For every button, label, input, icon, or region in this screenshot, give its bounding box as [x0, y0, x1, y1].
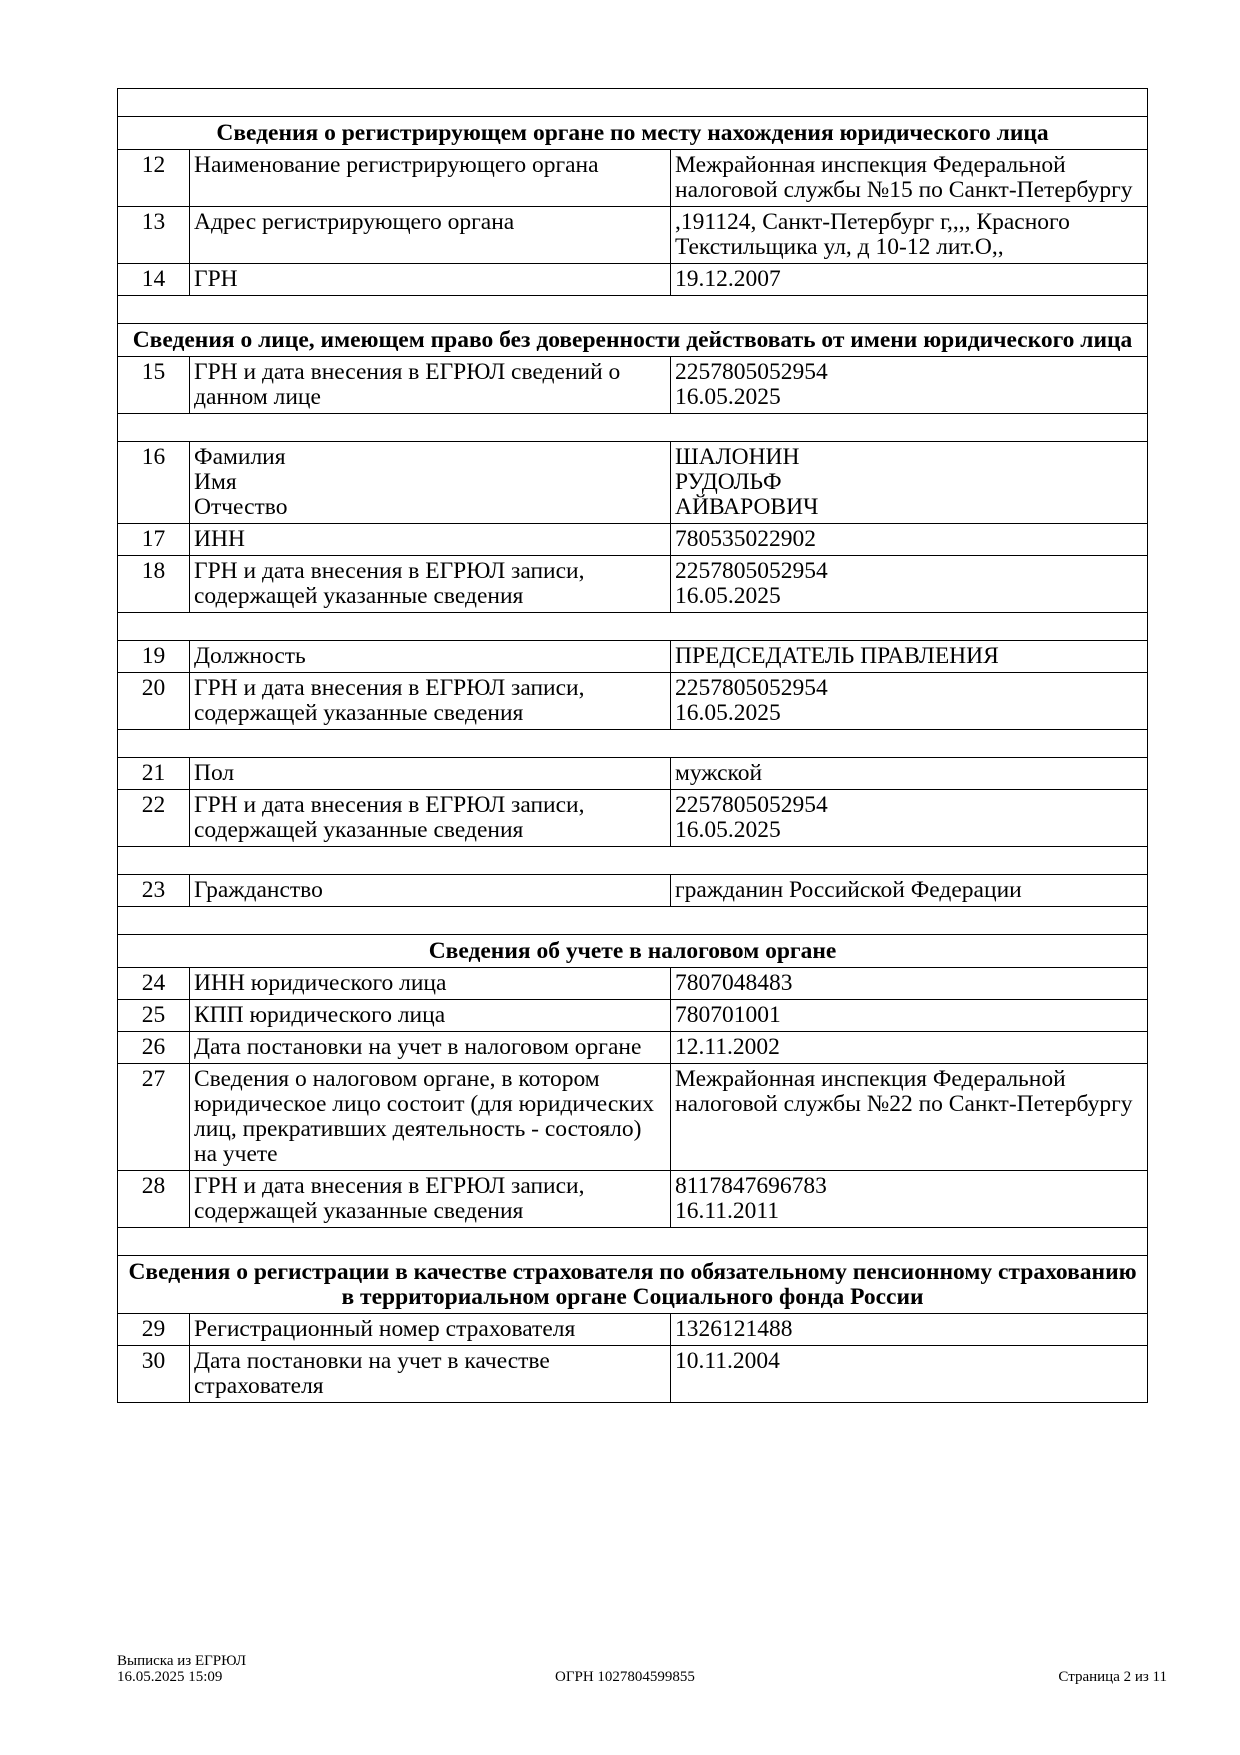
row-value: 10.11.2004	[671, 1346, 1148, 1403]
row-number: 22	[118, 790, 190, 847]
row-label: КПП юридического лица	[190, 1000, 671, 1032]
row-number: 25	[118, 1000, 190, 1032]
row-label: Регистрационный номер страхователя	[190, 1314, 671, 1346]
row-label: ИНН юридического лица	[190, 968, 671, 1000]
blank-row	[118, 89, 1148, 117]
section-title: Сведения об учете в налоговом органе	[118, 935, 1148, 968]
row-value: 19.12.2007	[671, 264, 1148, 296]
row-value: Межрайонная инспекция Федеральной налоговой службы №15 по Санкт-Петербургу	[671, 150, 1148, 207]
row-label	[190, 442, 671, 524]
section-header-pension-insurance	[118, 1256, 1148, 1314]
name-label: Имя	[194, 469, 237, 495]
row-number: 27	[118, 1064, 190, 1171]
table-row	[118, 264, 1148, 296]
table-row	[118, 524, 1148, 556]
blank-row	[118, 613, 1148, 641]
blank-row	[118, 730, 1148, 758]
row-number: 24	[118, 968, 190, 1000]
date-value: 16.05.2025	[675, 384, 781, 410]
row-value: мужской	[671, 758, 1148, 790]
row-value: гражданин Российской Федерации	[671, 875, 1148, 907]
table-row	[118, 641, 1148, 673]
row-value: 7807048483	[671, 968, 1148, 1000]
table-row	[118, 968, 1148, 1000]
blank-row	[118, 414, 1148, 442]
row-label: Гражданство	[190, 875, 671, 907]
surname-label: Фамилия	[194, 444, 286, 470]
row-number: 15	[118, 357, 190, 414]
footer-page-number: Страница 2 из 11	[1058, 1669, 1167, 1685]
section-header-authorized-person	[118, 324, 1148, 357]
section-title: Сведения о регистрации в качестве страхователя по обязательному пенсионному страхованию в территориальном органе Социального фонда России	[118, 1256, 1148, 1314]
section-title: Сведения о лице, имеющем право без доверенности действовать от имени юридического лица	[118, 324, 1148, 357]
row-value	[671, 1171, 1148, 1228]
row-number: 30	[118, 1346, 190, 1403]
table-row	[118, 1032, 1148, 1064]
patronymic-label: Отчество	[194, 494, 288, 520]
table-row	[118, 1346, 1148, 1403]
section-title: Сведения о регистрирующем органе по месту нахождения юридического лица	[118, 117, 1148, 150]
row-value	[671, 357, 1148, 414]
row-label: Дата постановки на учет в налоговом органе	[190, 1032, 671, 1064]
table-row	[118, 207, 1148, 264]
blank-row	[118, 847, 1148, 875]
row-number: 21	[118, 758, 190, 790]
table-row	[118, 673, 1148, 730]
row-number: 18	[118, 556, 190, 613]
row-number: 28	[118, 1171, 190, 1228]
table-row	[118, 1314, 1148, 1346]
row-value: ПРЕДСЕДАТЕЛЬ ПРАВЛЕНИЯ	[671, 641, 1148, 673]
row-number: 29	[118, 1314, 190, 1346]
row-value: 1326121488	[671, 1314, 1148, 1346]
row-label: Наименование регистрирующего органа	[190, 150, 671, 207]
row-value: 780701001	[671, 1000, 1148, 1032]
egrul-extract-table	[117, 88, 1148, 1403]
row-label: Сведения о налоговом органе, в котором юридическое лицо состоит (для юридических лиц, прекративших деятельность - состояло) на учете	[190, 1064, 671, 1171]
row-number: 17	[118, 524, 190, 556]
row-number: 19	[118, 641, 190, 673]
table-row	[118, 556, 1148, 613]
date-value: 16.05.2025	[675, 817, 781, 843]
row-value: ,191124, Санкт-Петербург г,,,, Красного Текстильщика ул, д 10-12 лит.О,,	[671, 207, 1148, 264]
footer-datetime: 16.05.2025 15:09	[117, 1669, 223, 1685]
row-number: 26	[118, 1032, 190, 1064]
blank-row	[118, 296, 1148, 324]
row-value: Межрайонная инспекция Федеральной налоговой службы №22 по Санкт-Петербургу	[671, 1064, 1148, 1171]
row-label: ГРН и дата внесения в ЕГРЮЛ записи, содержащей указанные сведения	[190, 1171, 671, 1228]
table-row	[118, 790, 1148, 847]
footer-document-info	[117, 1653, 246, 1685]
table-row	[118, 357, 1148, 414]
grn-value: 8117847696783	[675, 1173, 827, 1199]
table-row	[118, 875, 1148, 907]
row-number: 16	[118, 442, 190, 524]
patronymic-value: АЙВАРОВИЧ	[675, 494, 819, 520]
blank-row	[118, 907, 1148, 935]
date-value: 16.05.2025	[675, 700, 781, 726]
row-label: ГРН и дата внесения в ЕГРЮЛ записи, содержащей указанные сведения	[190, 673, 671, 730]
footer-ogrn: ОГРН 1027804599855	[555, 1669, 695, 1685]
row-value	[671, 556, 1148, 613]
row-number: 20	[118, 673, 190, 730]
row-label: Пол	[190, 758, 671, 790]
blank-row	[118, 1228, 1148, 1256]
row-number: 13	[118, 207, 190, 264]
row-label: Дата постановки на учет в качестве страхователя	[190, 1346, 671, 1403]
row-value: 780535022902	[671, 524, 1148, 556]
name-value: РУДОЛЬФ	[675, 469, 782, 495]
row-number: 12	[118, 150, 190, 207]
table-row	[118, 758, 1148, 790]
table-row	[118, 1064, 1148, 1171]
row-label: ГРН	[190, 264, 671, 296]
row-label: Должность	[190, 641, 671, 673]
row-value	[671, 790, 1148, 847]
row-label: Адрес регистрирующего органа	[190, 207, 671, 264]
row-label: ГРН и дата внесения в ЕГРЮЛ записи, содержащей указанные сведения	[190, 556, 671, 613]
row-label: ГРН и дата внесения в ЕГРЮЛ сведений о данном лице	[190, 357, 671, 414]
table-row	[118, 150, 1148, 207]
row-number: 14	[118, 264, 190, 296]
date-value: 16.11.2011	[675, 1198, 780, 1224]
table-row	[118, 442, 1148, 524]
grn-value: 2257805052954	[675, 558, 828, 584]
grn-value: 2257805052954	[675, 675, 828, 701]
section-header-registering-authority	[118, 117, 1148, 150]
grn-value: 2257805052954	[675, 359, 828, 385]
row-value: 12.11.2002	[671, 1032, 1148, 1064]
grn-value: 2257805052954	[675, 792, 828, 818]
surname-value: ШАЛОНИН	[675, 444, 800, 470]
row-number: 23	[118, 875, 190, 907]
row-label: ГРН и дата внесения в ЕГРЮЛ записи, содержащей указанные сведения	[190, 790, 671, 847]
row-value	[671, 673, 1148, 730]
row-label: ИНН	[190, 524, 671, 556]
row-value	[671, 442, 1148, 524]
section-header-tax-registration	[118, 935, 1148, 968]
date-value: 16.05.2025	[675, 583, 781, 609]
footer-doc-title: Выписка из ЕГРЮЛ	[117, 1653, 246, 1669]
table-row	[118, 1000, 1148, 1032]
table-row	[118, 1171, 1148, 1228]
